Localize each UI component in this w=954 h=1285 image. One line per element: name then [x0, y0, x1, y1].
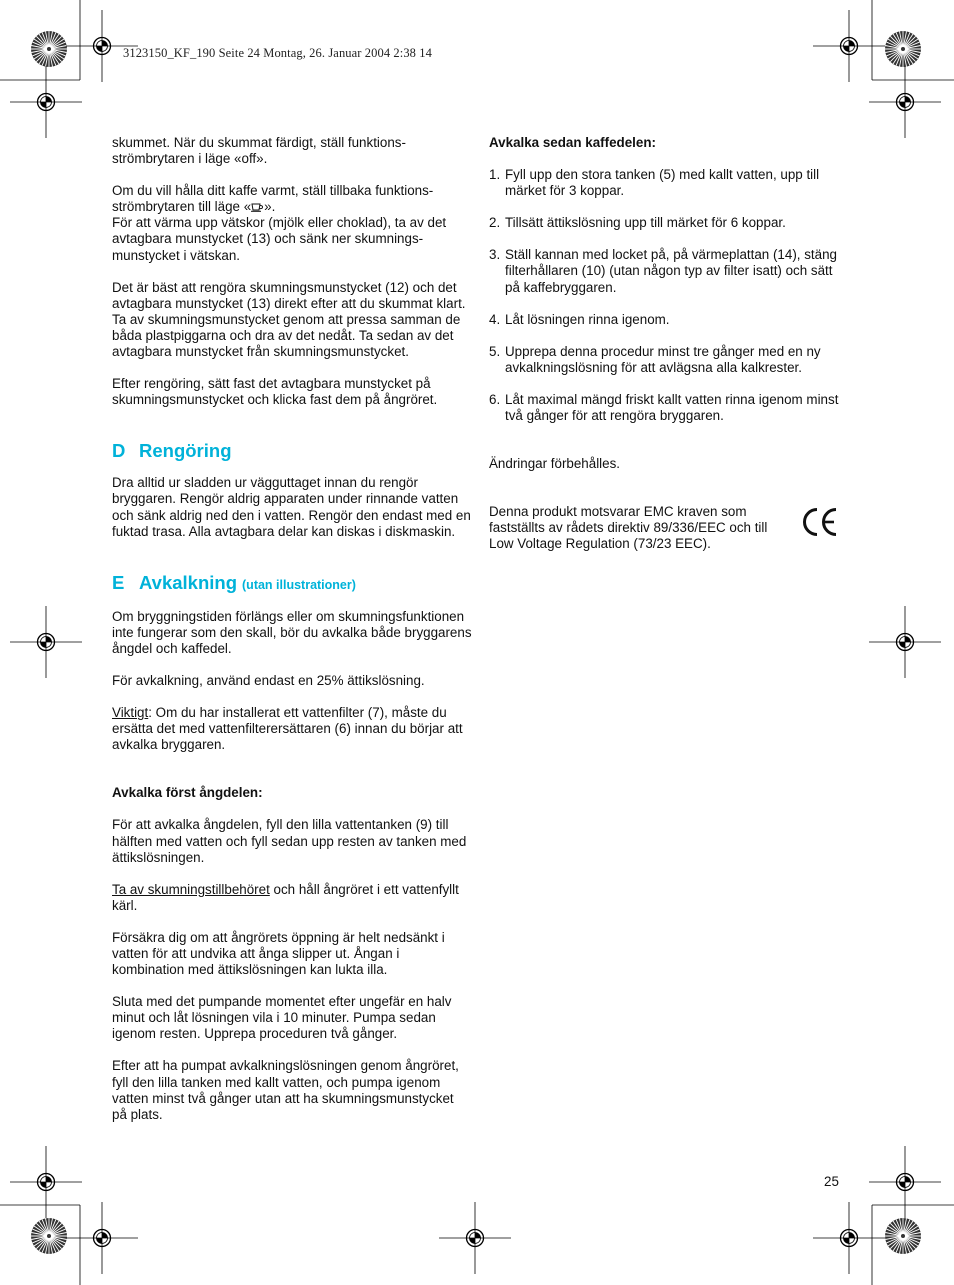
paragraph-steam-fill: För att avkalka ångdelen, fyll den lilla vattentanken (9) till hälften med vatten och fyll sedan upp resten av tanken med ättikslösningen. [112, 817, 467, 865]
paragraph-clean-nozzle: Det är bäst att rengöra skumningsmunstycket (12) och det avtagbara munstycket (13) direkt efter att du skummat klart. Ta av skumningsmunstycket genom att pressa samman de båda plastpiggarna och dra av det nedåt. Ta sedan av det avtagbara munstycket från skumningsmunstycket. [112, 279, 466, 360]
paragraph-cleaning: Dra alltid ur sladden ur vägguttaget innan du rengör bryggaren. Rengör aldrig apparaten under rinnande vatten och sänk aldrig ned den i vatten. Rengör den endast med en fuktad trasa. Alla avtagbara delar kan diskas i diskmaskin. [112, 475, 471, 539]
right-column [489, 135, 849, 553]
paragraph-changes: Ändringar förbehålles. [489, 456, 621, 472]
paragraph-vinegar: För avkalkning, använd endast en 25% ättikslösning. [112, 672, 425, 688]
list-item: 1. Fyll upp den stora tanken (5) med kallt vatten, upp till märket för 3 koppar. [489, 167, 820, 199]
paragraph-heat-liquids: För att värma upp vätskor (mjölk eller choklad), ta av det avtagbara munstycket (13) och sänk ner skumnings-munstycket i vätskan. [112, 215, 447, 263]
emc-compliance [489, 504, 841, 552]
subheading-steam: Avkalka först ångdelen: [112, 785, 263, 801]
list-item: 3. Ställ kannan med locket på, på värmeplattan (14), stäng filterhållaren (10) (utan någon typ av filter isatt) och sätt på kaffebryggaren. [489, 247, 837, 295]
coffee-cup-icon [251, 202, 264, 212]
list-item: 5. Upprepa denna procedur minst tre gånger med en ny avkalkningslösning för att avlägsna alla kalkrester. [489, 343, 821, 375]
paragraph-steam-rinse: Efter att ha pumpat avkalkningslösningen genom ångröret, fyll den lilla tanken med kallt vatten, och pumpa igenom vatten minst två gånger utan att ha skumningsmunstycket på plats. [112, 1058, 459, 1122]
list-item: 4. Låt lösningen rinna igenom. [489, 311, 670, 327]
descaling-steps [489, 167, 849, 424]
page-number: 25 [824, 1174, 839, 1189]
paragraph-important: Viktigt: Om du har installerat ett vattenfilter (7), måste du ersätta det med vattenfilterersättaren (6) innan du börjar att avkalka bryggaren. [112, 705, 463, 753]
emc-text: Denna produkt motsvarar EMC kraven som fastställts av rådets direktiv 89/336/EEC och till Low Voltage Regulation (73/23 EEC). [489, 504, 768, 552]
paragraph-keep-warm: Om du vill hålla ditt kaffe varmt, ställ tillbaka funktions-strömbrytaren till läge « ». [112, 183, 434, 215]
ce-mark-icon [801, 506, 839, 538]
section-heading-descaling: E Avkalkning (utan illustrationer) [112, 571, 356, 593]
paragraph-off-switch: skummet. När du skummat färdigt, ställ funktions-strömbrytaren i läge «off». [112, 135, 406, 167]
paragraph-steam-remove: Ta av skumningstillbehöret och håll ångröret i ett vattenfyllt kärl. [112, 881, 459, 913]
paragraph-reattach: Efter rengöring, sätt fast det avtagbara munstycket på skumningsmunstycket och klicka fast dem på ångröret. [112, 376, 438, 408]
paragraph-descale-intro: Om bryggningstiden förlängs eller om skumningsfunktionen inte fungerar som den skall, bör du avkalka både bryggarens ångdel och kaffedel. [112, 608, 472, 656]
paragraph-steam-submerge: Försäkra dig om att ångrörets öppning är helt nedsänkt i vatten för att undvika att ånga slipper ut. Ångan i kombination med ättikslösningen kan lukta illa. [112, 929, 445, 978]
subheading-coffee: Avkalka sedan kaffedelen: [489, 135, 656, 150]
print-slug: 3123150_KF_190 Seite 24 Montag, 26. Januar 2004 2:38 14 [123, 46, 432, 60]
list-item: 2. Tillsätt ättikslösning upp till märket för 6 koppar. [489, 215, 786, 231]
paragraph-steam-pump: Sluta med det pumpande momentet efter ungefär en halv minut och låt lösningen vila i 10 minuter. Pumpa sedan igenom resten. Upprepa proceduren två gånger. [112, 994, 452, 1042]
section-heading-cleaning: D Rengöring [112, 440, 232, 462]
left-column [112, 135, 472, 1139]
list-item: 6. Låt maximal mängd friskt kallt vatten rinna igenom minst två gånger för att rengöra bryggaren. [489, 391, 839, 424]
